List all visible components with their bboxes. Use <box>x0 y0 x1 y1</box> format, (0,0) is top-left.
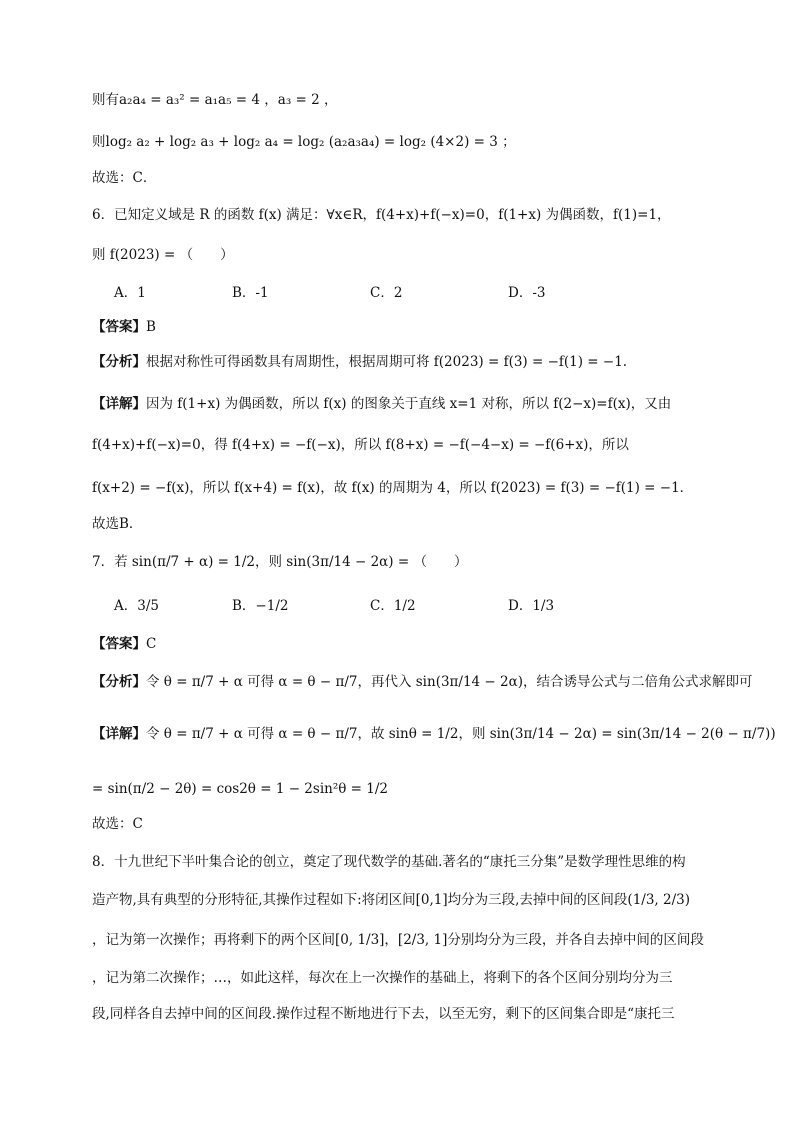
solution-text: 因为 f(1+x) 为偶函数，所以 f(x) 的图象关于直线 x=1 对称，所以 f(2−x)=f(x)，又由 <box>146 396 672 412</box>
question-7-stem: 7．若 sin(π/7 + α) = 1/2，则 sin(3π/14 − 2α) = （ ） <box>92 554 468 570</box>
conclusion: 故选：C <box>92 816 143 832</box>
text-line: 则log₂ a₂ + log₂ a₃ + log₂ a₄ = log₂ (a₂a₃a₄) = log₂ (4×2) = 3 ； <box>92 134 516 150</box>
solution-text: 令 θ = π/7 + α 可得 α = θ − π/7，故 sinθ = 1/2，则 sin(3π/14 − 2α) = sin(3π/14 − 2(θ − π/7)) <box>146 726 776 742</box>
analysis-line <box>92 352 627 372</box>
solution-text: = sin(π/2 − 2θ) = cos2θ = 1 − 2sin²θ = 1/2 <box>92 781 388 797</box>
analysis-line <box>92 672 753 692</box>
option-a: A．3/5 <box>114 598 159 614</box>
question-6-stem: 6．已知定义域是 R 的函数 f(x) 满足：∀x∈R，f(4+x)+f(−x)=0，f(1+x) 为偶函数，f(1)=1， <box>92 207 671 223</box>
solution-tag: 【详解】 <box>92 726 146 742</box>
answer-value: C <box>146 636 157 652</box>
solution-tag: 【详解】 <box>92 396 146 412</box>
answer-line <box>92 317 156 337</box>
conclusion: 故选B． <box>92 516 143 532</box>
text-line: 则有a₂a₄ = a₃² = a₁a₅ = 4 ，a₃ = 2 ， <box>92 92 338 108</box>
option-d: D．1/3 <box>508 598 555 614</box>
option-d: D．-3 <box>508 285 546 301</box>
solution-text: f(x+2) = −f(x)，所以 f(x+4) = f(x)，故 f(x) 的周期为 4，所以 f(2023) = f(3) = −f(1) = −1． <box>92 480 694 496</box>
question-8-stem-cont: 段,同样各自去掉中间的区间段.操作过程不断地进行下去，以至无穷，剩下的区间集合即是“康托三 <box>92 1006 675 1022</box>
answer-line <box>92 634 156 654</box>
analysis-tag: 【分析】 <box>92 674 146 690</box>
analysis-tag: 【分析】 <box>92 354 146 370</box>
question-8-stem-cont: ，记为第二次操作；…，如此这样，每次在上一次操作的基础上，将剩下的各个区间分别均分为三 <box>92 970 673 986</box>
question-6-stem-cont: 则 f(2023) = （ ） <box>92 247 234 263</box>
option-c: C．2 <box>370 285 403 301</box>
analysis-text: 令 θ = π/7 + α 可得 α = θ − π/7，再代入 sin(3π/14 − 2α)，结合诱导公式与二倍角公式求解即可 <box>146 674 753 690</box>
question-8-stem-cont: ，记为第一次操作；再将剩下的两个区间[0, 1/3]，[2/3, 1]分别均分为三段，并各自去掉中间的区间段 <box>92 932 704 948</box>
answer-tag: 【答案】 <box>92 636 146 652</box>
solution-line <box>92 724 776 744</box>
option-c: C．1/2 <box>370 598 416 614</box>
solution-line <box>92 394 671 414</box>
option-a: A．1 <box>114 285 146 301</box>
text-line: 故选：C． <box>92 170 157 186</box>
solution-text: f(4+x)+f(−x)=0，得 f(4+x) = −f(−x)，所以 f(8+x) = −f(−4−x) = −f(6+x)，所以 <box>92 437 629 453</box>
answer-tag: 【答案】 <box>92 319 146 335</box>
question-8-stem: 8．十九世纪下半叶集合论的创立，奠定了现代数学的基础.著名的“康托三分集”是数学理性思维的构 <box>92 854 686 870</box>
answer-value: B <box>146 319 156 335</box>
option-b: B．−1/2 <box>232 598 289 614</box>
option-b: B．-1 <box>232 285 269 301</box>
analysis-text: 根据对称性可得函数具有周期性，根据周期可将 f(2023) = f(3) = −f(1) = −1. <box>146 354 628 370</box>
question-8-stem-cont: 造产物,具有典型的分形特征,其操作过程如下:将闭区间[0,1]均分为三段,去掉中间的区间段(1/3, 2/3) <box>92 892 690 908</box>
